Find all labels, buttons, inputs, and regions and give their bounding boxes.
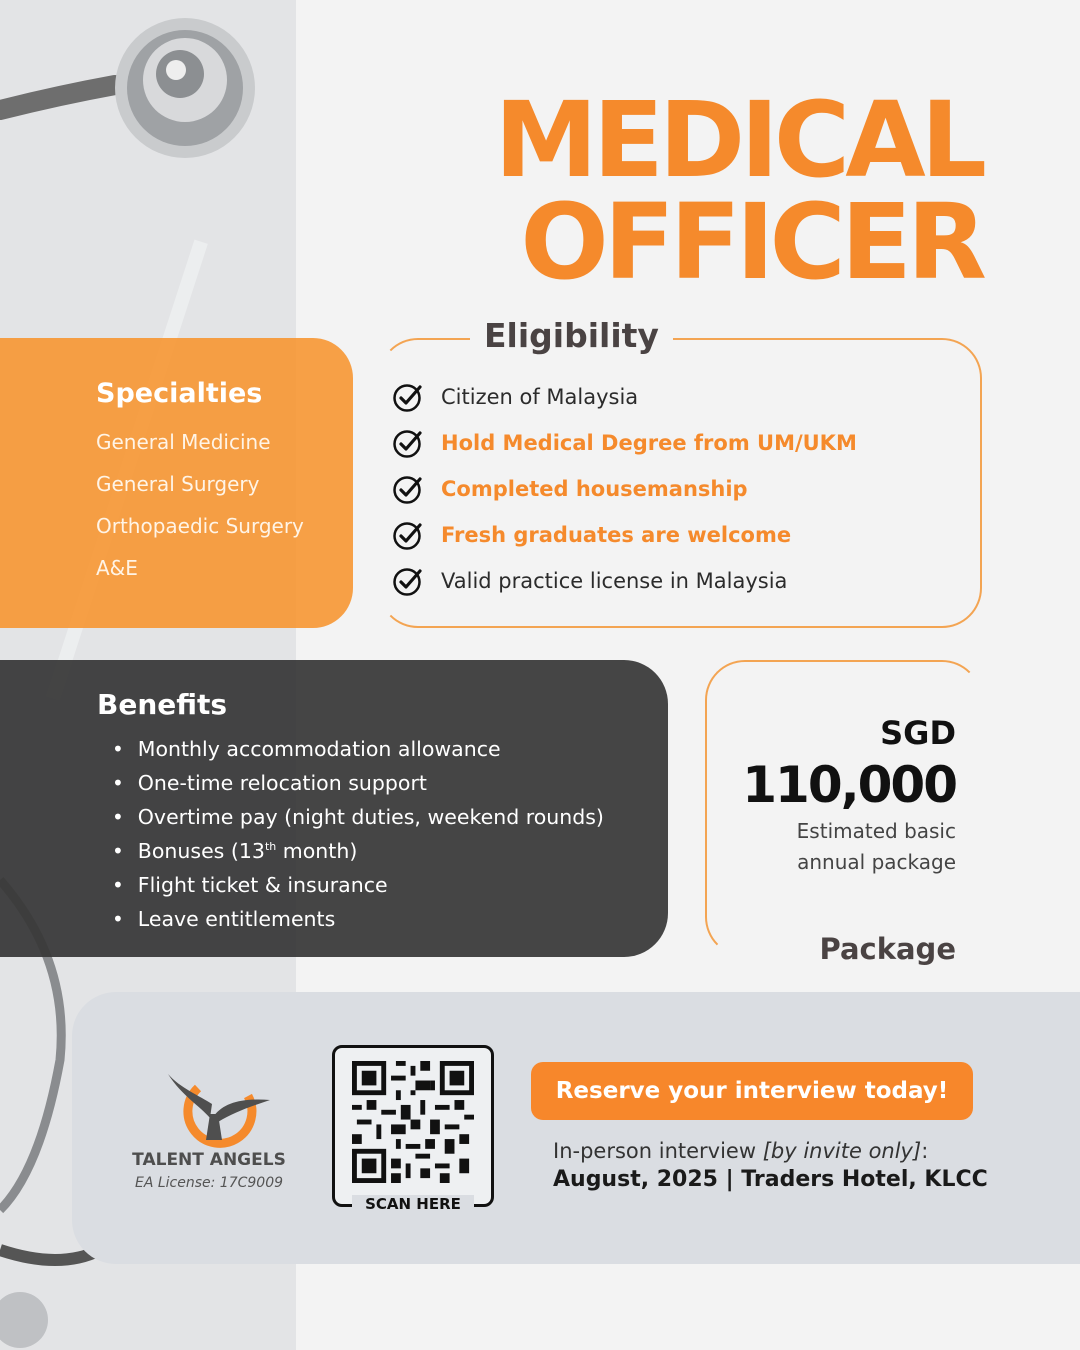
specialty-item: General Surgery [96, 472, 260, 496]
ordinal-suffix: th [264, 840, 277, 854]
benefit-item [112, 902, 604, 936]
eligibility-item-text: Citizen of Malaysia [441, 385, 639, 409]
benefit-item [112, 800, 604, 834]
benefit-item [112, 766, 604, 800]
benefit-item [112, 732, 604, 766]
license-number: EA License: 17C9009 [134, 1175, 284, 1191]
brand-name: TALENT ANGELS [132, 1150, 286, 1170]
check-circle-icon [392, 519, 424, 551]
eligibility-item [392, 466, 857, 512]
benefit-text [138, 839, 358, 863]
angel-wings-logo-icon [160, 1066, 272, 1150]
qr-scan-label: SCAN HERE [352, 1195, 474, 1213]
benefits-card [0, 660, 668, 957]
benefit-text: • Monthly accommodation allowance [137, 737, 501, 761]
benefit-text-part: month) [276, 839, 358, 863]
job-title-line-2: OFFICER [520, 181, 982, 303]
benefit-text-part: Bonuses (13 [137, 839, 265, 863]
eligibility-item [392, 558, 857, 604]
interview-note [553, 1139, 928, 1163]
job-title-line-1: MEDICAL [494, 79, 982, 201]
eligibility-list [392, 374, 857, 604]
specialty-item: Orthopaedic Surgery [96, 514, 304, 538]
eligibility-item [392, 512, 857, 558]
package-label: Package [819, 932, 956, 966]
check-circle-icon [392, 473, 424, 505]
package-amount: 110,000 [742, 756, 956, 814]
eligibility-item-text: Hold Medical Degree from UM/UKM [441, 431, 857, 455]
specialties-heading: Specialties [96, 378, 263, 409]
benefit-item [112, 868, 604, 902]
specialties-list [96, 430, 304, 598]
check-circle-icon [392, 381, 424, 413]
benefit-text: • Flight ticket & insurance [137, 873, 388, 897]
eligibility-item [392, 374, 857, 420]
eligibility-item-text: Valid practice license in Malaysia [441, 569, 788, 593]
eligibility-item [392, 420, 857, 466]
interview-date-location: August, 2025 | Traders Hotel, KLCC [553, 1167, 988, 1192]
eligibility-heading: Eligibility [470, 316, 673, 355]
check-circle-icon [392, 427, 424, 459]
benefit-item [112, 834, 604, 868]
package-currency: SGD [880, 714, 956, 752]
interview-note-prefix: In-person interview [553, 1139, 763, 1163]
benefit-text: • Leave entitlements [137, 907, 336, 931]
package-description: Estimated basic annual package [796, 819, 956, 874]
eligibility-item-text: Completed housemanship [441, 477, 748, 501]
specialty-item: General Medicine [96, 430, 271, 454]
specialty-item: A&E [96, 556, 138, 580]
check-circle-icon [392, 565, 424, 597]
interview-note-suffix: : [921, 1139, 929, 1163]
eligibility-item-text: Fresh graduates are welcome [441, 523, 792, 547]
qr-code-icon[interactable] [352, 1061, 474, 1183]
benefits-heading: Benefits [97, 688, 228, 721]
benefits-list [112, 732, 604, 936]
benefit-text: • Overtime pay (night duties, weekend rounds) [137, 805, 604, 829]
benefit-text: • One-time relocation support [137, 771, 427, 795]
interview-note-invite: [by invite only] [762, 1139, 922, 1163]
reserve-interview-button[interactable]: Reserve your interview today! [531, 1062, 973, 1120]
specialties-card [0, 338, 353, 628]
